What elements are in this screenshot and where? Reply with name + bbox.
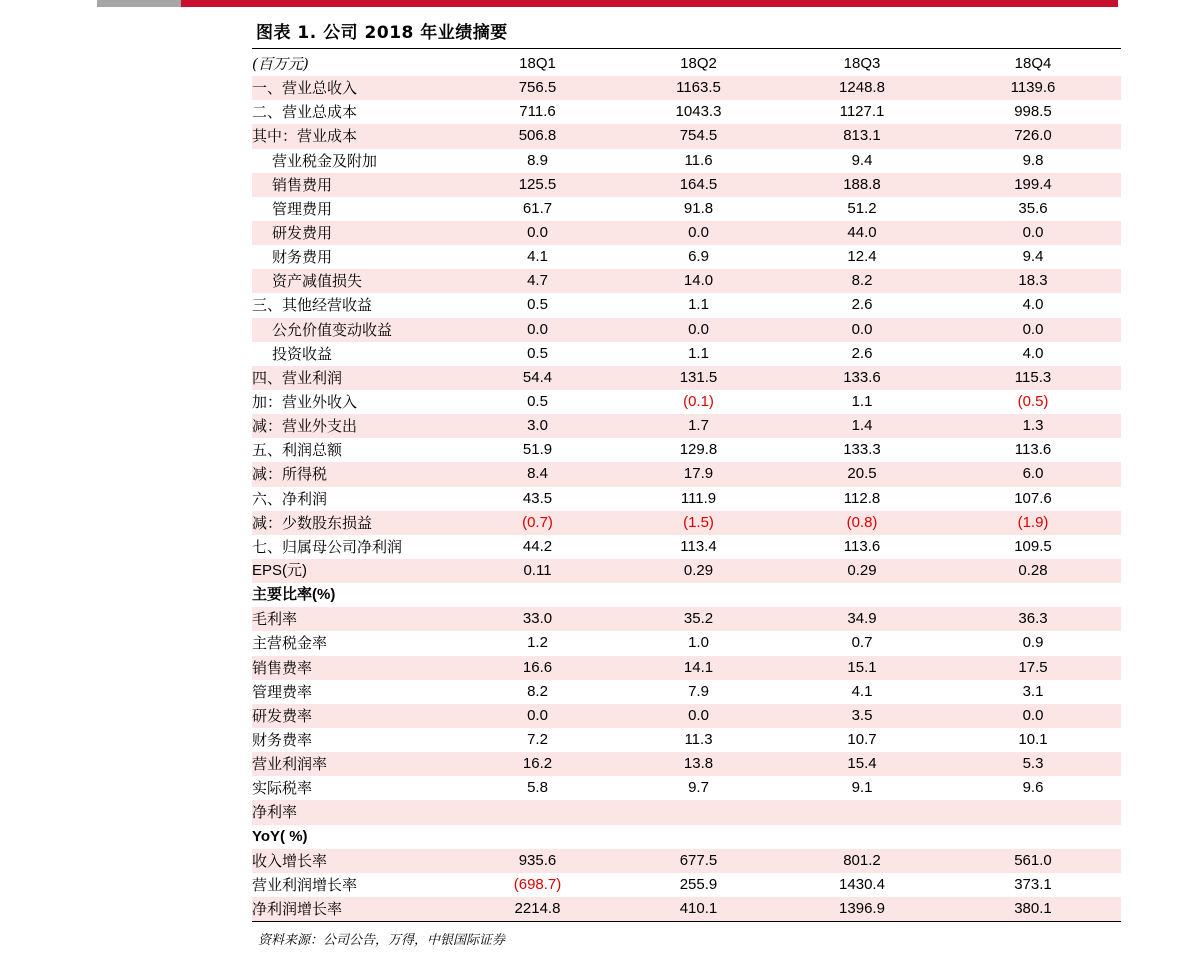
table-row bbox=[252, 390, 1121, 414]
row-label: 七、归属母公司净利润 bbox=[252, 537, 403, 556]
row-label: 净利率 bbox=[252, 800, 457, 824]
cell-value: 0.0 bbox=[618, 704, 779, 728]
cell-value: (0.5) bbox=[1017, 393, 1049, 411]
cell-value: 0.0 bbox=[945, 318, 1121, 342]
table-row bbox=[252, 124, 1121, 148]
row-label: 二、营业总成本 bbox=[252, 103, 358, 122]
cell-value: 935.6 bbox=[457, 849, 618, 873]
cell-value: 1.3 bbox=[945, 414, 1121, 438]
header-accent-gray bbox=[97, 0, 181, 7]
row-label: 营业利润率 bbox=[252, 752, 457, 776]
cell-value: 2.6 bbox=[851, 344, 873, 362]
cell-value: 561.0 bbox=[945, 849, 1121, 873]
table-row bbox=[252, 825, 1121, 849]
table-bottom-rule bbox=[252, 921, 1121, 922]
cell-value: 801.2 bbox=[779, 849, 945, 873]
cell-value: 111.9 bbox=[680, 489, 717, 507]
cell-value: 44.2 bbox=[522, 537, 553, 555]
cell-value: 15.1 bbox=[779, 656, 945, 680]
column-header-18q4: 18Q4 bbox=[1014, 55, 1052, 73]
cell-value bbox=[779, 800, 945, 824]
table-header-row bbox=[252, 52, 1121, 76]
table-row bbox=[252, 100, 1121, 124]
table-row bbox=[252, 656, 1121, 680]
cell-value: 813.1 bbox=[779, 124, 945, 148]
table-row bbox=[252, 318, 1121, 342]
row-label: 公允价值变动收益 bbox=[252, 318, 457, 342]
cell-value: 1.1 bbox=[688, 296, 709, 314]
cell-value: 3.0 bbox=[457, 414, 618, 438]
cell-value: 10.7 bbox=[847, 731, 877, 748]
table-row bbox=[252, 414, 1121, 438]
cell-value: 8.2 bbox=[779, 269, 945, 293]
cell-value: 91.8 bbox=[683, 199, 714, 217]
cell-value: 9.8 bbox=[1022, 151, 1044, 169]
row-label: 四、营业利润 bbox=[252, 366, 457, 390]
table-row bbox=[252, 342, 1121, 366]
cell-value: 380.1 bbox=[945, 897, 1121, 921]
row-label: YoY( %) bbox=[252, 827, 308, 845]
cell-value: 9.6 bbox=[1022, 779, 1044, 797]
cell-value: 0.0 bbox=[779, 318, 945, 342]
table-row bbox=[252, 438, 1121, 462]
cell-value: 1.4 bbox=[779, 414, 945, 438]
cell-value: 11.6 bbox=[684, 151, 713, 169]
cell-value: 3.5 bbox=[779, 704, 945, 728]
cell-value: 115.3 bbox=[945, 366, 1121, 390]
cell-value: 410.1 bbox=[618, 897, 779, 921]
cell-value: 12.4 bbox=[847, 248, 877, 266]
cell-value: 711.6 bbox=[519, 103, 556, 121]
table-row bbox=[252, 269, 1121, 293]
cell-value: 7.2 bbox=[527, 731, 548, 748]
cell-value: 34.9 bbox=[779, 607, 945, 631]
cell-value: (698.7) bbox=[513, 875, 562, 893]
row-label: 研发费用 bbox=[252, 221, 457, 245]
row-label: 主营税金率 bbox=[252, 634, 328, 653]
cell-value: 4.1 bbox=[851, 682, 873, 700]
row-label: 加：营业外收入 bbox=[252, 393, 358, 412]
row-label: 研发费率 bbox=[252, 704, 457, 728]
cell-value: 113.6 bbox=[1014, 441, 1052, 459]
cell-value: 1.1 bbox=[851, 393, 873, 411]
cell-value: 44.0 bbox=[779, 221, 945, 245]
cell-value: (0.8) bbox=[779, 511, 945, 535]
cell-value: 1.7 bbox=[618, 414, 779, 438]
cell-value: 9.4 bbox=[1022, 248, 1044, 266]
cell-value: 15.4 bbox=[779, 752, 945, 776]
table-top-rule bbox=[252, 48, 1121, 49]
table-row bbox=[252, 221, 1121, 245]
table-row bbox=[252, 511, 1121, 535]
cell-value: 3.1 bbox=[1022, 682, 1044, 700]
cell-value: 107.6 bbox=[1014, 489, 1052, 507]
cell-value: 1248.8 bbox=[779, 76, 945, 100]
cell-value: 35.2 bbox=[618, 607, 779, 631]
cell-value: 506.8 bbox=[457, 124, 618, 148]
cell-value: 16.6 bbox=[457, 656, 618, 680]
cell-value: 1430.4 bbox=[839, 875, 885, 893]
cell-value: (0.1) bbox=[683, 393, 714, 411]
table-row bbox=[252, 197, 1121, 221]
row-label: 投资收益 bbox=[272, 344, 333, 363]
row-label: 管理费率 bbox=[252, 682, 313, 701]
cell-value bbox=[618, 583, 779, 607]
cell-value: 199.4 bbox=[945, 173, 1121, 197]
cell-value: 0.29 bbox=[618, 559, 779, 583]
cell-value bbox=[945, 800, 1121, 824]
row-label: EPS(元) bbox=[252, 559, 457, 583]
cell-value: 255.9 bbox=[679, 875, 718, 893]
cell-value: 0.7 bbox=[851, 634, 873, 652]
cell-value: 9.1 bbox=[851, 779, 873, 797]
cell-value: 164.5 bbox=[618, 173, 779, 197]
row-label: 管理费用 bbox=[272, 199, 333, 218]
cell-value: 8.2 bbox=[527, 682, 548, 700]
table-row bbox=[252, 366, 1121, 390]
cell-value bbox=[945, 825, 1121, 849]
cell-value: 0.0 bbox=[945, 704, 1121, 728]
source-note: 资料来源：公司公告，万得，中银国际证券 bbox=[258, 933, 506, 948]
table-row bbox=[252, 631, 1121, 655]
table-row bbox=[252, 149, 1121, 173]
cell-value: 677.5 bbox=[618, 849, 779, 873]
cell-value: 109.5 bbox=[1014, 537, 1052, 555]
cell-value: 16.2 bbox=[457, 752, 618, 776]
table-row bbox=[252, 293, 1121, 317]
table-row bbox=[252, 173, 1121, 197]
cell-value: 1.2 bbox=[527, 634, 548, 652]
cell-value: 1127.1 bbox=[839, 103, 885, 121]
cell-value: 18.3 bbox=[945, 269, 1121, 293]
cell-value bbox=[779, 825, 945, 849]
cell-value: 1.1 bbox=[688, 344, 709, 362]
row-label: 资产减值损失 bbox=[252, 269, 457, 293]
cell-value: (1.9) bbox=[945, 511, 1121, 535]
cell-value: 0.5 bbox=[527, 296, 548, 314]
cell-value: 5.3 bbox=[945, 752, 1121, 776]
cell-value: 0.0 bbox=[457, 221, 618, 245]
page-title: 图表 1. 公司 2018 年业绩摘要 bbox=[256, 23, 508, 43]
cell-value: 0.5 bbox=[527, 393, 548, 411]
cell-value: 33.0 bbox=[457, 607, 618, 631]
cell-value: 113.4 bbox=[680, 537, 717, 555]
cell-value: 4.1 bbox=[527, 248, 548, 266]
cell-value: (1.5) bbox=[618, 511, 779, 535]
column-header-18q1: 18Q1 bbox=[519, 55, 556, 73]
row-label: 减：营业外支出 bbox=[252, 414, 457, 438]
row-label: 销售费率 bbox=[252, 656, 457, 680]
table-row bbox=[252, 873, 1121, 897]
cell-value: 8.4 bbox=[457, 462, 618, 486]
cell-value: 5.8 bbox=[527, 779, 548, 797]
cell-value: 125.5 bbox=[457, 173, 618, 197]
cell-value: 1396.9 bbox=[779, 897, 945, 921]
table-row bbox=[252, 245, 1121, 269]
cell-value: 0.0 bbox=[945, 221, 1121, 245]
cell-value: 0.0 bbox=[618, 221, 779, 245]
column-header-18q3: 18Q3 bbox=[843, 55, 881, 73]
cell-value: 188.8 bbox=[779, 173, 945, 197]
row-label: 营业税金及附加 bbox=[272, 151, 378, 170]
cell-value bbox=[618, 800, 779, 824]
cell-value: 17.9 bbox=[618, 462, 779, 486]
cell-value: 14.1 bbox=[618, 656, 779, 680]
cell-value bbox=[457, 825, 618, 849]
cell-value: 726.0 bbox=[945, 124, 1121, 148]
cell-value: 14.0 bbox=[618, 269, 779, 293]
table-row bbox=[252, 776, 1121, 800]
column-header-18q2: 18Q2 bbox=[680, 55, 717, 73]
cell-value: 10.1 bbox=[1018, 731, 1048, 748]
cell-value: 0.29 bbox=[779, 559, 945, 583]
cell-value: 754.5 bbox=[618, 124, 779, 148]
row-label: 营业利润增长率 bbox=[252, 875, 358, 894]
cell-value: 35.6 bbox=[1018, 199, 1048, 217]
cell-value: 54.4 bbox=[457, 366, 618, 390]
cell-value bbox=[945, 583, 1121, 607]
row-label: 其中：营业成本 bbox=[252, 124, 457, 148]
cell-value: 17.5 bbox=[945, 656, 1121, 680]
cell-value: 51.9 bbox=[522, 441, 553, 459]
row-label: 实际税率 bbox=[252, 779, 313, 798]
row-label: 三、其他经营收益 bbox=[252, 296, 373, 315]
cell-value: 756.5 bbox=[457, 76, 618, 100]
cell-value: 13.8 bbox=[618, 752, 779, 776]
table-row bbox=[252, 704, 1121, 728]
cell-value bbox=[618, 825, 779, 849]
cell-value: 133.6 bbox=[779, 366, 945, 390]
row-label: 一、营业总收入 bbox=[252, 76, 457, 100]
cell-value: 112.8 bbox=[843, 489, 881, 507]
cell-value: 6.0 bbox=[945, 462, 1121, 486]
cell-value: 4.7 bbox=[457, 269, 618, 293]
table-row bbox=[252, 559, 1121, 583]
cell-value: 7.9 bbox=[688, 682, 709, 700]
row-label: 六、净利润 bbox=[252, 489, 328, 508]
cell-value: 61.7 bbox=[522, 199, 553, 217]
financial-summary-table bbox=[252, 52, 1121, 921]
row-label: 减：所得税 bbox=[252, 462, 457, 486]
cell-value bbox=[457, 583, 618, 607]
row-label: 毛利率 bbox=[252, 607, 457, 631]
cell-value: 2.6 bbox=[851, 296, 873, 314]
cell-value: 1139.6 bbox=[945, 76, 1121, 100]
cell-value: 1043.3 bbox=[675, 103, 722, 121]
row-label: 主要比率(%) bbox=[252, 586, 336, 604]
cell-value: 0.0 bbox=[457, 704, 618, 728]
table-row bbox=[252, 607, 1121, 631]
row-label: 减：少数股东损益 bbox=[252, 511, 457, 535]
cell-value: 1163.5 bbox=[618, 76, 779, 100]
cell-value: 133.3 bbox=[843, 441, 881, 459]
cell-value: 4.0 bbox=[1022, 344, 1044, 362]
cell-value: 2214.8 bbox=[457, 897, 618, 921]
cell-value: 9.4 bbox=[851, 151, 873, 169]
cell-value: 0.11 bbox=[457, 559, 618, 583]
table-row bbox=[252, 728, 1121, 752]
cell-value: 43.5 bbox=[522, 489, 553, 507]
cell-value: 998.5 bbox=[1014, 103, 1052, 121]
cell-value bbox=[457, 800, 618, 824]
cell-value bbox=[779, 583, 945, 607]
cell-value: 9.7 bbox=[688, 779, 709, 797]
cell-value: 0.5 bbox=[527, 344, 548, 362]
header-accent-red bbox=[181, 0, 1118, 7]
cell-value: 0.9 bbox=[1022, 634, 1044, 652]
cell-value: 8.9 bbox=[527, 151, 548, 169]
cell-value: 373.1 bbox=[1014, 875, 1052, 893]
cell-value: 113.6 bbox=[843, 537, 881, 555]
table-body bbox=[252, 76, 1121, 921]
cell-value: 0.28 bbox=[945, 559, 1121, 583]
cell-value: 6.9 bbox=[688, 248, 709, 266]
unit-label: (百万元) bbox=[252, 55, 309, 74]
cell-value: 0.0 bbox=[457, 318, 618, 342]
row-label: 财务费率 bbox=[252, 731, 313, 749]
cell-value: 1.0 bbox=[688, 634, 709, 652]
cell-value: 20.5 bbox=[779, 462, 945, 486]
cell-value: 4.0 bbox=[1022, 296, 1044, 314]
table-row bbox=[252, 535, 1121, 559]
row-label: 销售费用 bbox=[252, 173, 457, 197]
cell-value: 51.2 bbox=[847, 199, 877, 217]
table-row bbox=[252, 76, 1121, 100]
table-row bbox=[252, 487, 1121, 511]
cell-value: 11.3 bbox=[684, 731, 713, 748]
row-label: 五、利润总额 bbox=[252, 441, 343, 460]
table-row bbox=[252, 462, 1121, 486]
row-label: 收入增长率 bbox=[252, 849, 457, 873]
table-row bbox=[252, 583, 1121, 607]
table-row bbox=[252, 897, 1121, 921]
cell-value: 36.3 bbox=[945, 607, 1121, 631]
cell-value: 129.8 bbox=[679, 441, 718, 459]
row-label: 财务费用 bbox=[272, 248, 333, 267]
table-row bbox=[252, 849, 1121, 873]
table-row bbox=[252, 800, 1121, 824]
cell-value: (0.7) bbox=[457, 511, 618, 535]
table-row bbox=[252, 680, 1121, 704]
cell-value: 131.5 bbox=[618, 366, 779, 390]
cell-value: 0.0 bbox=[618, 318, 779, 342]
table-row bbox=[252, 752, 1121, 776]
row-label: 净利润增长率 bbox=[252, 897, 457, 921]
